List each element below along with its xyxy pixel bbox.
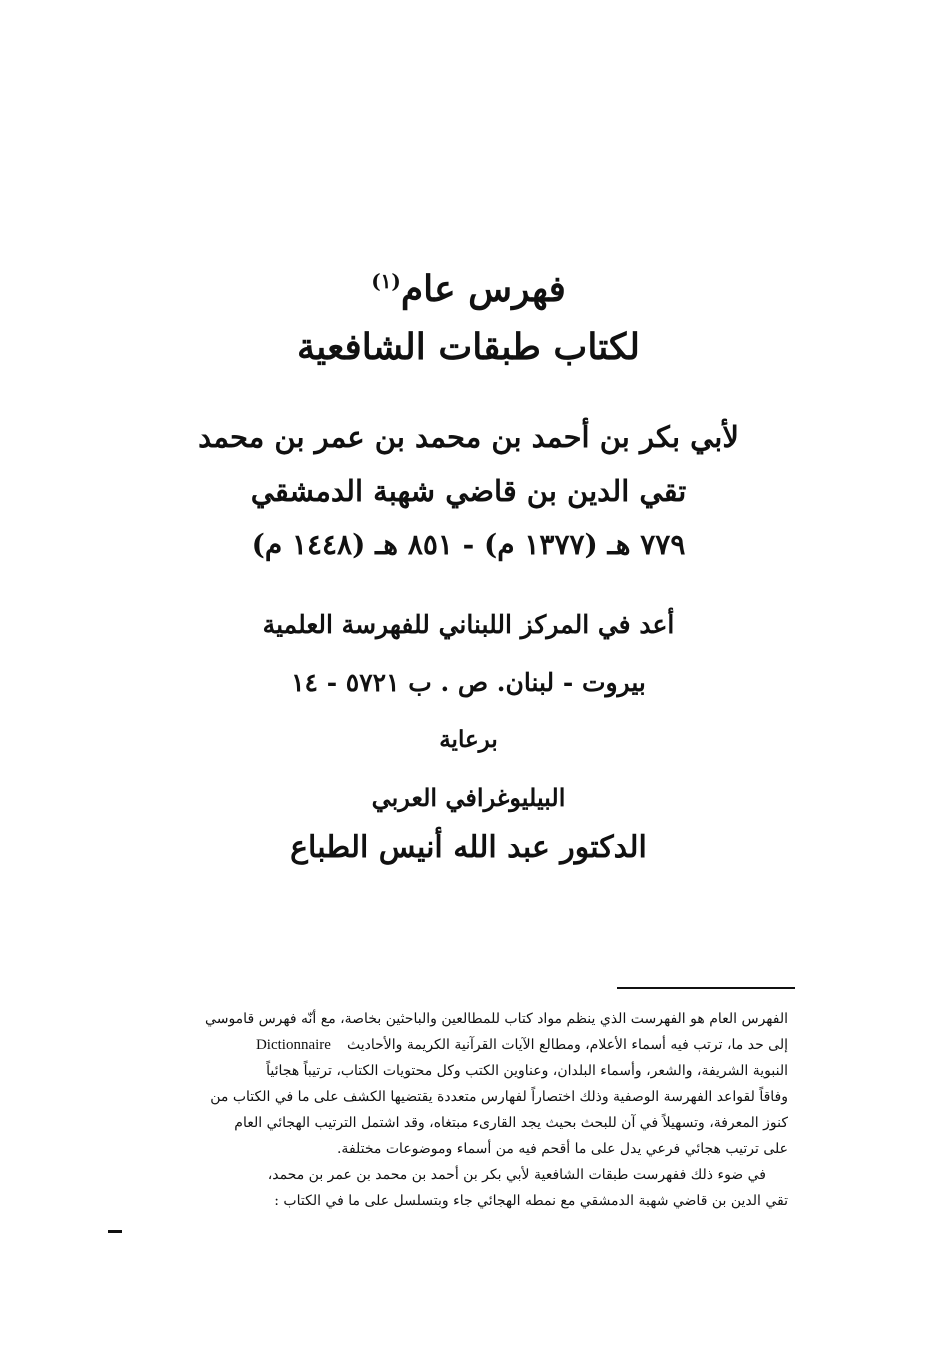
footnote-line: على ترتيب هجائي فرعي يدل على ما أقحم فيه من أسماء وموضوعات مختلفة. <box>336 1141 788 1157</box>
index-title <box>0 268 937 310</box>
footnote-line: كنوز المعرفة، وتسهيلاً في آن للبحث بحيث يجد القارىء مبتغاه، وقد اشتمل الترتيب الهجائي العام <box>234 1115 788 1131</box>
author-dates: ٧٧٩ هـ (١٣٧٧ م) - ٨٥١ هـ (١٤٤٨ م) <box>251 528 686 561</box>
footnote-latin-term: Dictionnaire <box>255 1037 331 1053</box>
footnote-reference: (١) <box>371 269 401 293</box>
bibliographer-title: البيليوغرافي العربي <box>371 783 566 812</box>
dash-mark <box>108 1230 122 1233</box>
footnote-line <box>98 1032 788 1058</box>
book-title: لكتاب طبقات الشافعية <box>296 326 641 368</box>
author-name-line: لأبي بكر بن أحمد بن محمد بن عمر بن محمد <box>198 420 739 454</box>
preparation-center: أعد في المركز اللبناني للفهرسة العلمية <box>262 610 675 639</box>
patronage-label: برعاية <box>439 726 498 753</box>
footnote-divider <box>617 987 795 989</box>
footnote-line: الفهرس العام هو الفهرست الذي ينظم مواد كتاب للمطالعين والباحثين بخاصة، مع أنّه فهرس قاموسي <box>205 1011 788 1027</box>
footnote-line: وفاقاً لقواعد الفهرسة الوصفية وذلك اختصاراً لفهارس متعددة يقتضيها الكشف على ما في الكتاب من <box>210 1089 788 1105</box>
footnote-line: تقي الدين بن قاضي شهبة الدمشقي مع نمطه الهجائي جاء وبتسلسل على ما في الكتاب : <box>274 1193 788 1209</box>
footnote-line: في ضوء ذلك ففهرست طبقات الشافعية لأبي بكر بن أحمد بن محمد بن عمر بن محمد، <box>267 1167 766 1183</box>
index-title-text: فهرس عام <box>400 268 566 310</box>
footnote-line: النبوية الشريفة، والشعر، وأسماء البلدان، وعناوين الكتب وكل محتويات الكتاب، ترتيباً هجائياً <box>266 1063 788 1079</box>
preparation-address: بيروت - لبنان. ص . ب ٥٧٢١ - ١٤ <box>291 668 646 697</box>
bibliographer-name: الدكتور عبد الله أنيس الطباع <box>290 830 647 865</box>
footnote-line-text: إلى حد ما، ترتب فيه أسماء الأعلام، ومطالع الآيات القرآنية الكريمة والأحاديث <box>346 1037 788 1053</box>
footnote <box>98 1006 788 1214</box>
author-laqab-line: تقي الدين بن قاضي شهبة الدمشقي <box>250 474 687 508</box>
